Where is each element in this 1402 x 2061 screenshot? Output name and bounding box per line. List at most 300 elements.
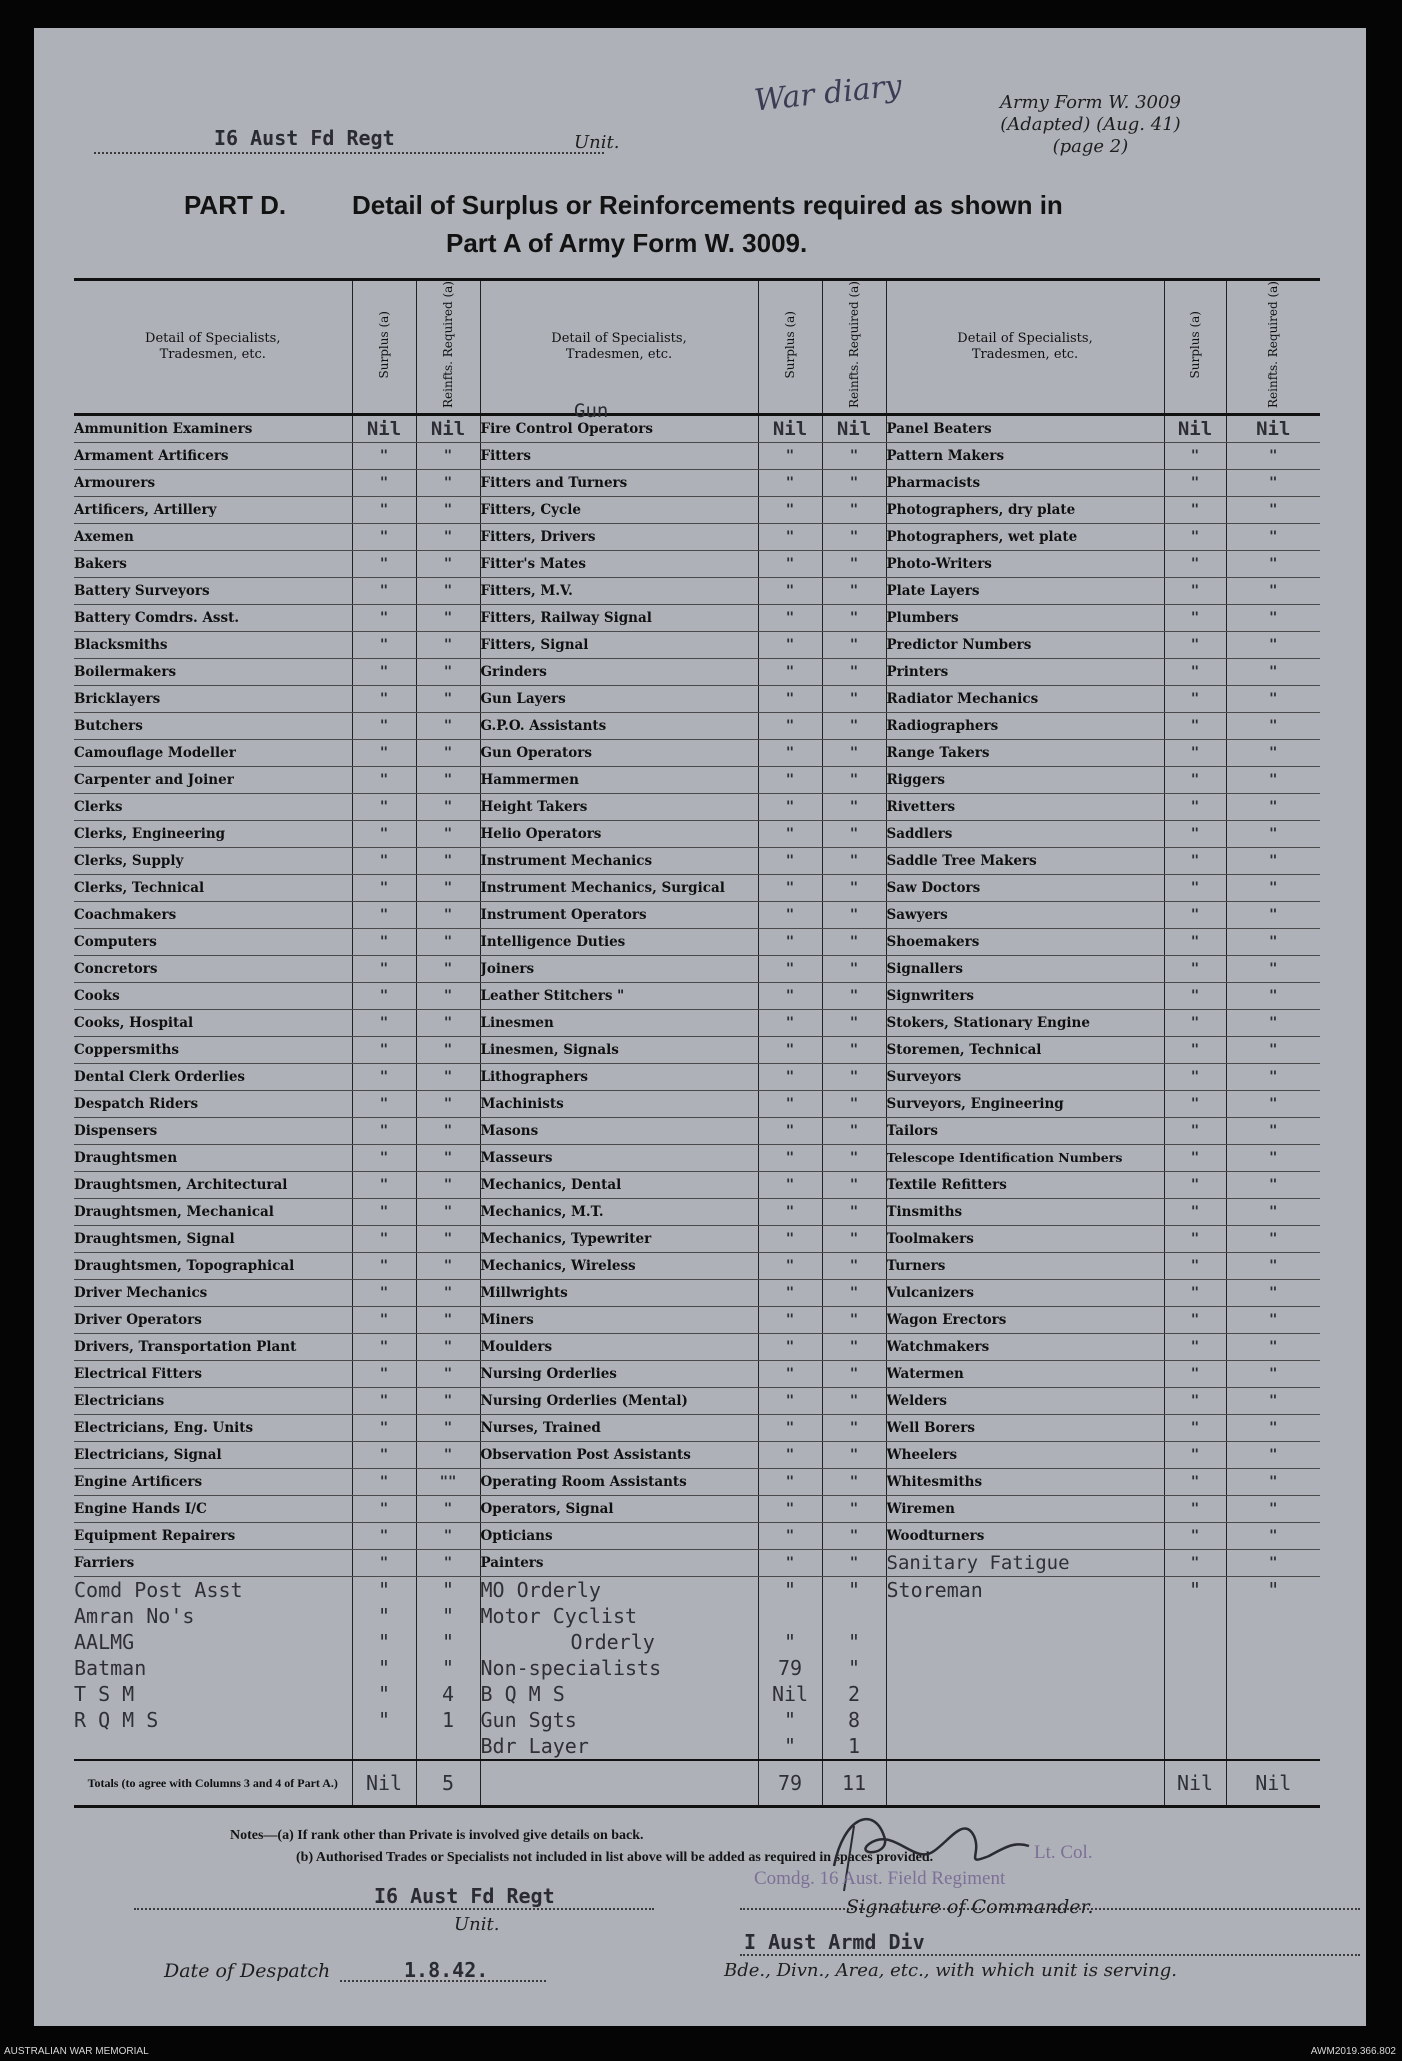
trade-name: Cooks [74, 983, 352, 1010]
trade-name: Farriers [74, 1550, 352, 1577]
added-surplus-value: " [352, 1655, 416, 1681]
reinfts-value: " [1226, 551, 1320, 578]
surplus-value: " [1164, 1361, 1226, 1388]
reinfts-value: " [416, 497, 480, 524]
added-trade-name: Amran No's [74, 1603, 352, 1629]
trade-name: Tinsmiths [886, 1199, 1164, 1226]
trade-name: Wagon Erectors [886, 1307, 1164, 1334]
table-row [74, 1442, 1320, 1469]
surplus-value: Nil [1164, 415, 1226, 443]
surplus-value: " [352, 1361, 416, 1388]
surplus-value: " [352, 1010, 416, 1037]
division-line [740, 1954, 1360, 1956]
reinfts-value: " [822, 1145, 886, 1172]
added-surplus-value [758, 1603, 822, 1629]
trade-name: Engine Hands I/C [74, 1496, 352, 1523]
added-surplus-value: " [352, 1707, 416, 1733]
trade-name: Signwriters [886, 983, 1164, 1010]
reinfts-value: " [1226, 1253, 1320, 1280]
trade-name: Grinders [480, 659, 758, 686]
surplus-value: " [1164, 1064, 1226, 1091]
archive-id: AWM2019.366.802 [1310, 2046, 1396, 2057]
trade-name: Saddle Tree Makers [886, 848, 1164, 875]
table-row [74, 1010, 1320, 1037]
table-row [74, 713, 1320, 740]
surplus-value: " [352, 551, 416, 578]
reinfts-value: " [1226, 686, 1320, 713]
added-surplus-value [1164, 1655, 1226, 1681]
trade-name: Instrument Mechanics [480, 848, 758, 875]
surplus-value: " [1164, 1442, 1226, 1469]
table-row [74, 929, 1320, 956]
added-trade-name [886, 1655, 1164, 1681]
reinfts-value: " [1226, 659, 1320, 686]
reinfts-value: " [1226, 848, 1320, 875]
trade-name: Textile Refitters [886, 1172, 1164, 1199]
form-line-3: (page 2) [1052, 136, 1129, 157]
trade-name: Predictor Numbers [886, 632, 1164, 659]
trade-name: Armament Artificers [74, 443, 352, 470]
reinfts-value: " [1226, 1118, 1320, 1145]
reinfts-value: " [1226, 821, 1320, 848]
trade-name: Fire Control Operators [480, 415, 758, 443]
trade-name: Tailors [886, 1118, 1164, 1145]
reinfts-header: Reinfts. Required (a) [416, 280, 480, 415]
reinfts-value: " [416, 1253, 480, 1280]
trade-name: Fitters, Signal [480, 632, 758, 659]
added-surplus-value: " [758, 1733, 822, 1760]
handwritten-row [74, 1655, 1320, 1681]
added-surplus-value: " [352, 1629, 416, 1655]
surplus-value: " [1164, 1118, 1226, 1145]
reinfts-value: " [822, 1334, 886, 1361]
added-surplus-value: " [758, 1577, 822, 1604]
trade-name: Fitters [480, 443, 758, 470]
surplus-value: " [352, 1199, 416, 1226]
surplus-value: " [352, 470, 416, 497]
added-surplus-value [352, 1733, 416, 1760]
reinfts-value: " [1226, 1037, 1320, 1064]
surplus-value: " [352, 1388, 416, 1415]
surplus-value: " [352, 578, 416, 605]
trade-name: Watermen [886, 1361, 1164, 1388]
surplus-value: " [1164, 470, 1226, 497]
surplus-value: " [1164, 1415, 1226, 1442]
surplus-value: " [352, 443, 416, 470]
reinfts-value: " [1226, 902, 1320, 929]
table-row [74, 821, 1320, 848]
trade-name: Ammunition Examiners [74, 415, 352, 443]
reinfts-value: " [1226, 713, 1320, 740]
reinfts-value: " [416, 605, 480, 632]
table-row [74, 1361, 1320, 1388]
added-trade-name: Non-specialists [480, 1655, 758, 1681]
reinfts-value: " [822, 875, 886, 902]
surplus-value: " [352, 1469, 416, 1496]
table-row [74, 1550, 1320, 1577]
trade-name: Operators, Signal [480, 1496, 758, 1523]
surplus-value: " [758, 1361, 822, 1388]
surplus-value: " [352, 659, 416, 686]
table-row [74, 767, 1320, 794]
footer-unit-value: I6 Aust Fd Regt [374, 1884, 555, 1908]
added-reinfts-value [416, 1733, 480, 1760]
surplus-value: " [758, 1307, 822, 1334]
added-trade-name: Bdr Layer [480, 1733, 758, 1760]
reinfts-value: " [1226, 1415, 1320, 1442]
reinfts-header: Reinfts. Required (a) [1226, 280, 1320, 415]
surplus-value: " [1164, 875, 1226, 902]
trade-name: Observation Post Assistants [480, 1442, 758, 1469]
reinfts-value: " [416, 1172, 480, 1199]
trade-name: Opticians [480, 1523, 758, 1550]
surplus-value: " [758, 470, 822, 497]
surplus-value: " [352, 1550, 416, 1577]
title-line-2: Part A of Army Form W. 3009. [446, 228, 808, 258]
surplus-value: " [758, 443, 822, 470]
trade-name: Engine Artificers [74, 1469, 352, 1496]
surplus-value: " [1164, 713, 1226, 740]
added-surplus-value: " [352, 1603, 416, 1629]
trade-name: Camouflage Modeller [74, 740, 352, 767]
total-surplus-1: Nil [352, 1760, 416, 1807]
reinfts-value: " [416, 1145, 480, 1172]
reinfts-value: " [1226, 1334, 1320, 1361]
surplus-value: " [352, 1145, 416, 1172]
added-surplus-value: " [758, 1707, 822, 1733]
surplus-value: Nil [758, 415, 822, 443]
surplus-value: " [352, 902, 416, 929]
surplus-value: " [758, 605, 822, 632]
added-trade-name: MO Orderly [480, 1577, 758, 1604]
table-row [74, 983, 1320, 1010]
reinfts-value: " [416, 443, 480, 470]
surplus-value: " [352, 632, 416, 659]
trade-name: Intelligence Duties [480, 929, 758, 956]
reinfts-value: " [822, 1037, 886, 1064]
surplus-value: " [758, 1118, 822, 1145]
trade-name: Gun Operators [480, 740, 758, 767]
trade-name: Battery Comdrs. Asst. [74, 605, 352, 632]
surplus-value: " [352, 1253, 416, 1280]
surplus-value: " [758, 497, 822, 524]
surplus-value: " [1164, 1010, 1226, 1037]
reinfts-value: " [416, 1388, 480, 1415]
trade-name: Armourers [74, 470, 352, 497]
reinfts-value: " [1226, 929, 1320, 956]
form-reference [1000, 92, 1181, 158]
trade-name: Riggers [886, 767, 1164, 794]
surplus-value: " [1164, 632, 1226, 659]
table-row [74, 1469, 1320, 1496]
trade-name: Plumbers [886, 605, 1164, 632]
surplus-value: " [1164, 1550, 1226, 1577]
trade-name: Helio Operators [480, 821, 758, 848]
table-row [74, 1415, 1320, 1442]
trade-name: Blacksmiths [74, 632, 352, 659]
added-reinfts-value: " [416, 1603, 480, 1629]
surplus-value: " [1164, 443, 1226, 470]
signature-label: Signature of Commander. [846, 1896, 1094, 1918]
trade-name: Nurses, Trained [480, 1415, 758, 1442]
reinfts-value: " [1226, 632, 1320, 659]
trade-name: Joiners [480, 956, 758, 983]
reinfts-value: " [822, 848, 886, 875]
reinfts-value: " [416, 578, 480, 605]
trade-name: Machinists [480, 1091, 758, 1118]
trades-table [74, 278, 1320, 1808]
trade-name: Bakers [74, 551, 352, 578]
reinfts-value: " [1226, 1280, 1320, 1307]
trade-name: Carpenter and Joiner [74, 767, 352, 794]
trade-name: Driver Mechanics [74, 1280, 352, 1307]
table-row [74, 848, 1320, 875]
reinfts-value: " [822, 983, 886, 1010]
reinfts-value: " [1226, 1388, 1320, 1415]
reinfts-value: " [1226, 1307, 1320, 1334]
trade-name: Painters [480, 1550, 758, 1577]
reinfts-value: " [416, 1442, 480, 1469]
trade-name: Linesmen [480, 1010, 758, 1037]
trade-name: Butchers [74, 713, 352, 740]
reinfts-value: " [416, 524, 480, 551]
surplus-value: " [1164, 956, 1226, 983]
trade-name: Lithographers [480, 1064, 758, 1091]
trade-name: Wiremen [886, 1496, 1164, 1523]
table-row [74, 497, 1320, 524]
trade-name: Toolmakers [886, 1226, 1164, 1253]
trade-name: Surveyors, Engineering [886, 1091, 1164, 1118]
trade-name: Whitesmiths [886, 1469, 1164, 1496]
reinfts-value: " [822, 1442, 886, 1469]
table-row [74, 1199, 1320, 1226]
surplus-value: " [1164, 1334, 1226, 1361]
trade-name: Radiographers [886, 713, 1164, 740]
added-trade-name [74, 1733, 352, 1760]
reinfts-value: " [416, 794, 480, 821]
reinfts-value: " [822, 1010, 886, 1037]
added-surplus-value [1164, 1681, 1226, 1707]
reinfts-value: Nil [822, 415, 886, 443]
surplus-value: " [758, 632, 822, 659]
trade-name: G.P.O. Assistants [480, 713, 758, 740]
trade-name: Plate Layers [886, 578, 1164, 605]
handwritten-row [74, 1629, 1320, 1655]
added-surplus-value: 79 [758, 1655, 822, 1681]
total-reinfts-2: 11 [822, 1760, 886, 1807]
surplus-value: " [352, 1496, 416, 1523]
trade-name: Draughtsmen, Architectural [74, 1172, 352, 1199]
surplus-value: " [352, 524, 416, 551]
footer-unit-label: Unit. [454, 1914, 500, 1935]
reinfts-value: " [822, 1550, 886, 1577]
surplus-value: " [758, 686, 822, 713]
trade-name: Surveyors [886, 1064, 1164, 1091]
table-row [74, 470, 1320, 497]
trade-name: Range Takers [886, 740, 1164, 767]
trade-name: Masseurs [480, 1145, 758, 1172]
trade-name: Moulders [480, 1334, 758, 1361]
trade-name: Axemen [74, 524, 352, 551]
total-reinfts-1: 5 [416, 1760, 480, 1807]
reinfts-value: "" [416, 1469, 480, 1496]
form-line-2: (Adapted) (Aug. 41) [1000, 114, 1181, 135]
table-row [74, 415, 1320, 443]
trade-name: Fitters, M.V. [480, 578, 758, 605]
reinfts-value: " [416, 1361, 480, 1388]
added-reinfts-value [1226, 1629, 1320, 1655]
reinfts-value: " [416, 767, 480, 794]
reinfts-value: " [822, 1361, 886, 1388]
reinfts-value: " [1226, 1550, 1320, 1577]
handwritten-row [74, 1733, 1320, 1760]
added-reinfts-value: " [822, 1629, 886, 1655]
reinfts-value: " [1226, 578, 1320, 605]
reinfts-value: " [1226, 1226, 1320, 1253]
table-row [74, 1091, 1320, 1118]
surplus-value: " [758, 821, 822, 848]
added-trade-name: AALMG [74, 1629, 352, 1655]
surplus-value: " [1164, 1307, 1226, 1334]
surplus-value: " [352, 1226, 416, 1253]
surplus-value: " [758, 1226, 822, 1253]
despatch-label: Date of Despatch [164, 1960, 331, 1982]
trade-name: Nursing Orderlies (Mental) [480, 1388, 758, 1415]
unit-dotted-line [94, 152, 604, 154]
table-row [74, 659, 1320, 686]
trade-name: Vulcanizers [886, 1280, 1164, 1307]
reinfts-value: " [822, 1172, 886, 1199]
reinfts-value: " [822, 659, 886, 686]
surplus-value: " [1164, 794, 1226, 821]
table-row [74, 524, 1320, 551]
table-row [74, 1172, 1320, 1199]
reinfts-value: " [822, 740, 886, 767]
form-sheet [34, 28, 1366, 2026]
trade-name: Fitter's Mates [480, 551, 758, 578]
table-row [74, 1145, 1320, 1172]
surplus-value: " [1164, 848, 1226, 875]
totals-row [74, 1760, 1320, 1807]
surplus-value: " [758, 1442, 822, 1469]
reinfts-value: " [416, 1334, 480, 1361]
surplus-value: " [352, 767, 416, 794]
detail-header: Detail of Specialists, Tradesmen, etc. [74, 280, 352, 415]
table-row [74, 1226, 1320, 1253]
reinfts-value: " [416, 686, 480, 713]
trade-name: Stokers, Stationary Engine [886, 1010, 1164, 1037]
surplus-value: " [352, 1091, 416, 1118]
surplus-value: " [1164, 551, 1226, 578]
reinfts-value: " [822, 1415, 886, 1442]
trade-name: Fitters and Turners [480, 470, 758, 497]
reinfts-value: " [416, 632, 480, 659]
trade-name: Woodturners [886, 1523, 1164, 1550]
trade-name: Clerks, Technical [74, 875, 352, 902]
surplus-value: " [352, 983, 416, 1010]
reinfts-value: " [416, 1091, 480, 1118]
surplus-value: " [758, 767, 822, 794]
trade-name: Fitters, Cycle [480, 497, 758, 524]
added-reinfts-value: 1 [416, 1707, 480, 1733]
table-row [74, 1496, 1320, 1523]
added-surplus-value: " [758, 1629, 822, 1655]
note-a: Notes—(a) If rank other than Private is involved give details on back. [230, 1828, 644, 1843]
reinfts-value: " [822, 578, 886, 605]
trade-name: Photographers, wet plate [886, 524, 1164, 551]
handwritten-note: War diary [752, 68, 904, 119]
reinfts-value: " [1226, 740, 1320, 767]
added-surplus-value: " [352, 1681, 416, 1707]
table-row [74, 1334, 1320, 1361]
reinfts-value: " [1226, 1442, 1320, 1469]
reinfts-value: " [1226, 1064, 1320, 1091]
surplus-value: " [1164, 983, 1226, 1010]
surplus-value: " [1164, 1253, 1226, 1280]
table-row [74, 902, 1320, 929]
surplus-value: " [758, 659, 822, 686]
surplus-value: " [1164, 767, 1226, 794]
trade-name: Linesmen, Signals [480, 1037, 758, 1064]
trade-name: Concretors [74, 956, 352, 983]
title-line-1: Detail of Surplus or Reinforcements required as shown in [352, 190, 1063, 220]
trade-name: Mechanics, Typewriter [480, 1226, 758, 1253]
added-surplus-value: " [352, 1577, 416, 1604]
reinfts-value: " [416, 1010, 480, 1037]
total-surplus-3: Nil [1164, 1760, 1226, 1807]
surplus-value: " [758, 524, 822, 551]
table-row [74, 1523, 1320, 1550]
reinfts-value: " [1226, 1145, 1320, 1172]
trade-name: Leather Stitchers " [480, 983, 758, 1010]
reinfts-value: " [416, 1118, 480, 1145]
trade-name: Electricians, Eng. Units [74, 1415, 352, 1442]
division-label: Bde., Divn., Area, etc., with which unit is serving. [724, 1960, 1177, 1981]
trade-name: Electricians [74, 1388, 352, 1415]
handwritten-row [74, 1681, 1320, 1707]
added-trade-name [886, 1733, 1164, 1760]
table-row [74, 686, 1320, 713]
surplus-value: " [352, 1334, 416, 1361]
trade-name: Signallers [886, 956, 1164, 983]
trade-name: Electricians, Signal [74, 1442, 352, 1469]
surplus-value: " [758, 713, 822, 740]
trade-name: Bricklayers [74, 686, 352, 713]
reinfts-value: " [822, 821, 886, 848]
surplus-header: Surplus (a) [758, 280, 822, 415]
trade-name: Drivers, Transportation Plant [74, 1334, 352, 1361]
surplus-value: " [758, 1415, 822, 1442]
surplus-value: " [758, 1523, 822, 1550]
table-row [74, 632, 1320, 659]
reinfts-value: " [416, 1523, 480, 1550]
surplus-value: " [758, 875, 822, 902]
trade-name: Wheelers [886, 1442, 1164, 1469]
trade-name: Welders [886, 1388, 1164, 1415]
surplus-value: " [1164, 1091, 1226, 1118]
reinfts-value: " [1226, 767, 1320, 794]
surplus-value: " [758, 1037, 822, 1064]
trade-name: Sawyers [886, 902, 1164, 929]
trade-name: Well Borers [886, 1415, 1164, 1442]
reinfts-value: " [822, 524, 886, 551]
added-reinfts-value: 8 [822, 1707, 886, 1733]
surplus-value: " [1164, 497, 1226, 524]
table-row [74, 1118, 1320, 1145]
added-trade-name [886, 1603, 1164, 1629]
reinfts-value: " [822, 1280, 886, 1307]
trade-name: Pattern Makers [886, 443, 1164, 470]
